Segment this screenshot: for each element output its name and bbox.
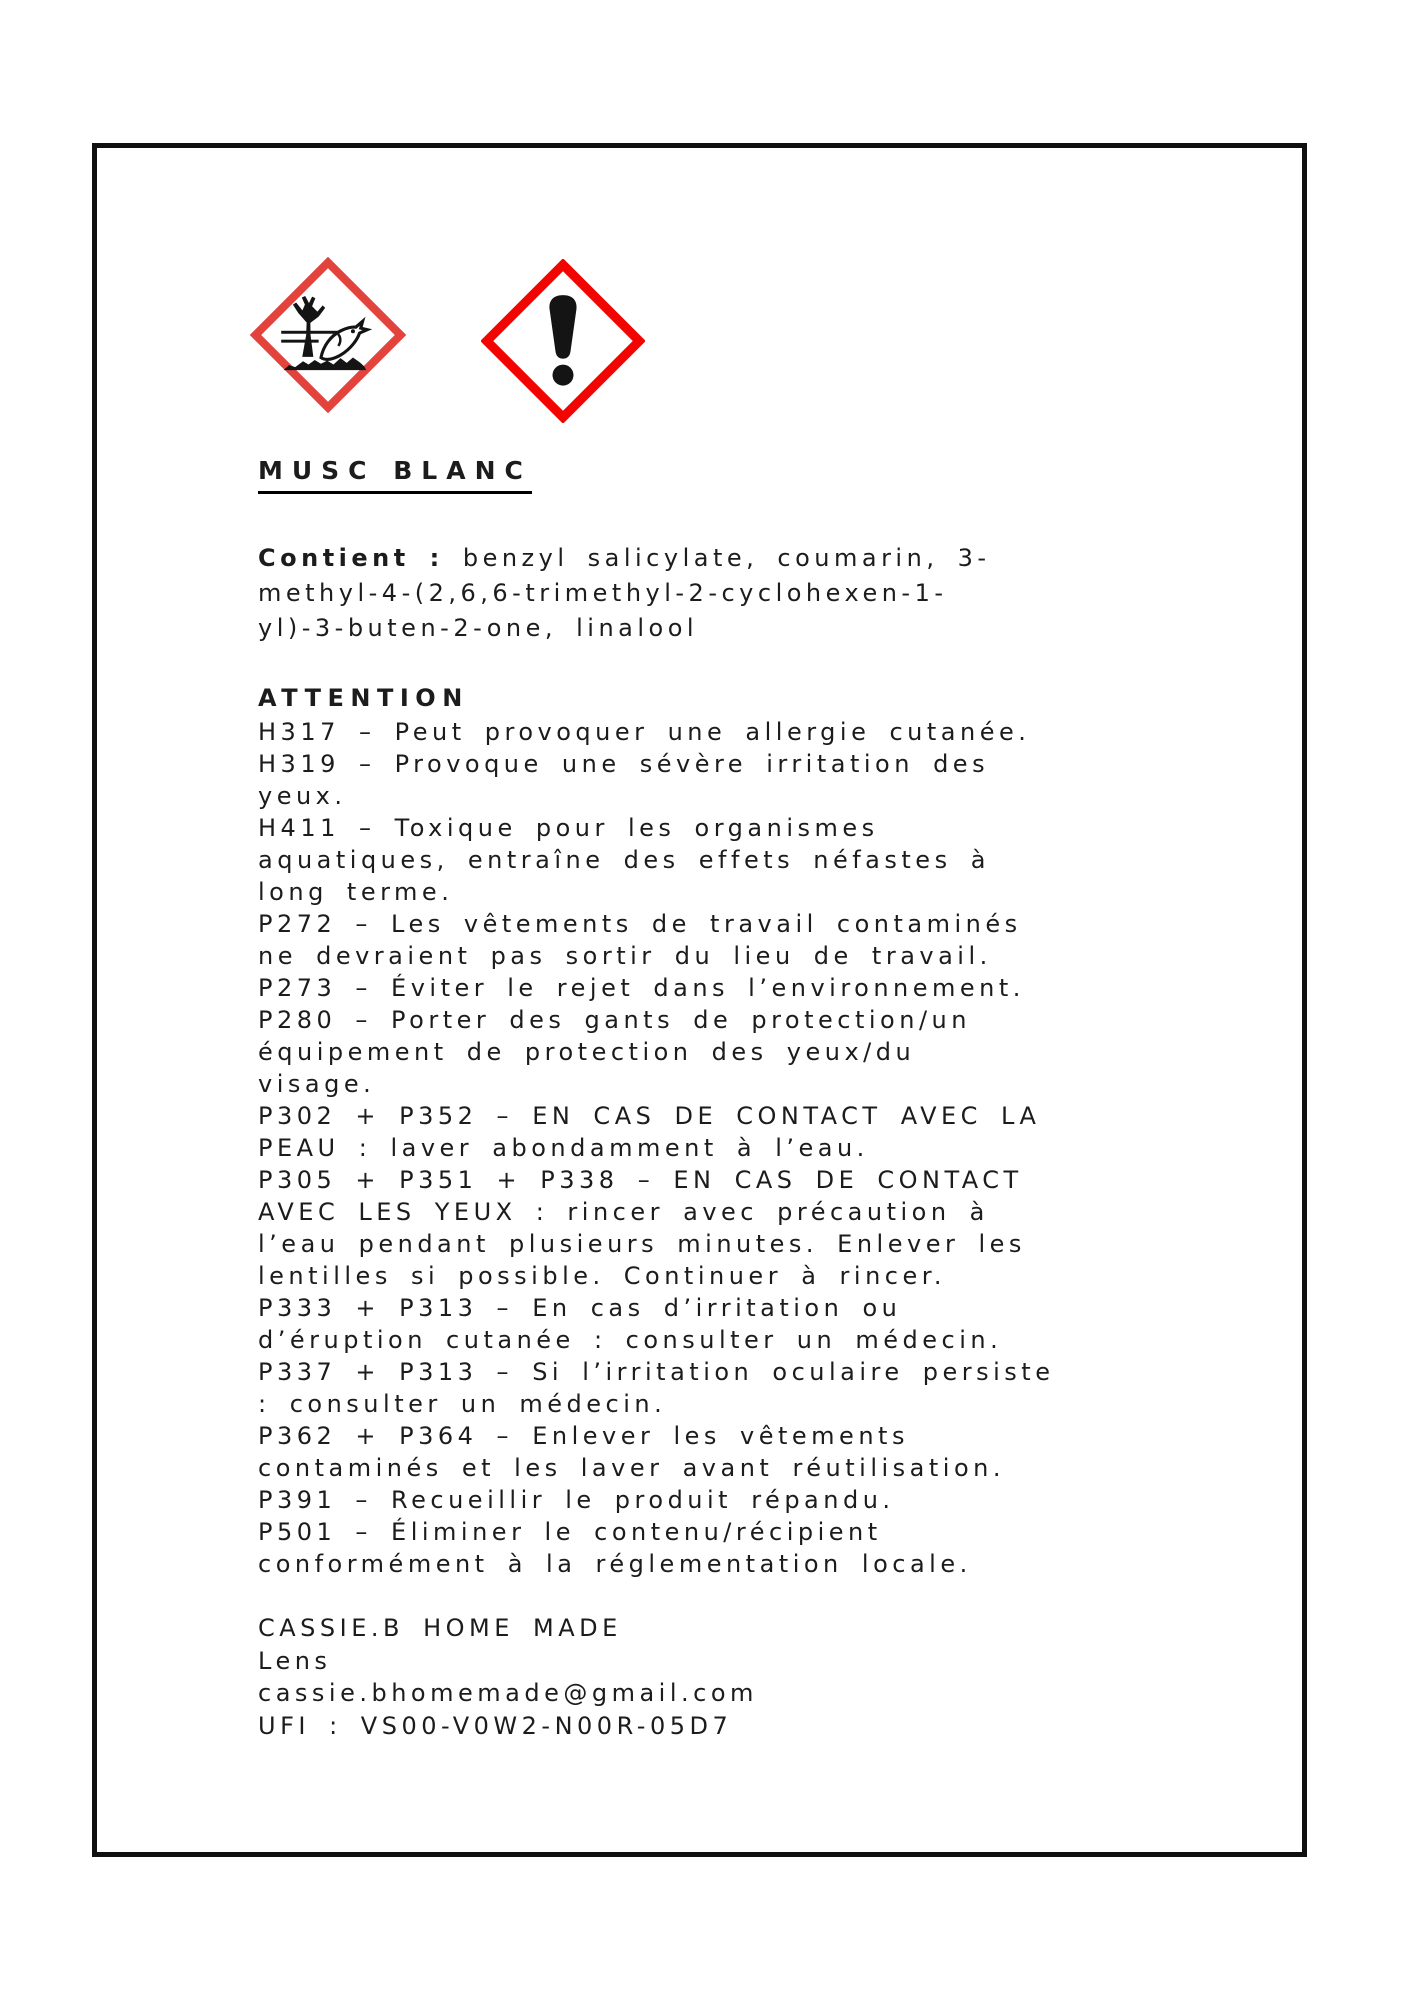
brand-name: CASSIE.B HOME MADE [258,1614,622,1642]
statement-line: contaminés et les laver avant réutilisation. [258,1454,1005,1482]
ingredients-paragraph [258,541,991,646]
statement-line: d’éruption cutanée : consulter un médecin. [258,1326,1003,1354]
ghs07-exclamation-mark-icon [481,259,645,423]
ingredients-line: methyl-4-(2,6,6-trimethyl-2-cyclohexen-1- [258,579,948,607]
statement-line: P272 – Les vêtements de travail contaminés [258,910,1022,938]
manufacturer-block [258,1612,758,1742]
contains-label: Contient : [258,544,444,572]
statement-line: H319 – Provoque une sévère irritation des [258,750,990,778]
statement-line: P333 + P313 – En cas d’irritation ou [258,1294,902,1322]
product-title: MUSC BLANC [258,456,532,494]
environment-diamond-border [255,262,400,407]
statement-line: lentilles si possible. Continuer à rincer. [258,1262,947,1290]
statement-line: P501 – Éliminer le contenu/récipient [258,1518,882,1546]
ingredients-text: benzyl salicylate, coumarin, 3- [462,544,991,572]
statement-line: P302 + P352 – EN CAS DE CONTACT AVEC LA [258,1102,1041,1130]
statement-line: P391 – Recueillir le produit répandu. [258,1486,895,1514]
statement-line: P273 – Éviter le rejet dans l’environnement. [258,974,1025,1002]
statement-line: H411 – Toxique pour les organismes [258,814,879,842]
statement-line: : consulter un médecin. [258,1390,667,1418]
email-address: cassie.bhomemade@gmail.com [258,1679,758,1707]
statement-line: yeux. [258,782,347,810]
statement-line: ne devraient pas sortir du lieu de travail. [258,942,992,970]
statement-line: conformément à la réglementation locale. [258,1550,972,1578]
ingredients-first-line [258,541,991,576]
ingredients-line: yl)-3-buten-2-one, linalool [258,614,699,642]
statement-line: P362 + P364 – Enlever les vêtements [258,1422,909,1450]
ghs09-environment-hazard-icon [250,257,406,413]
statement-line: PEAU : laver abondamment à l’eau. [258,1134,869,1162]
statement-line: équipement de protection des yeux/du [258,1038,916,1066]
statement-line: P305 + P351 + P338 – EN CAS DE CONTACT [258,1166,1023,1194]
ufi-code: UFI : VS00-V0W2-N00R-05D7 [258,1711,733,1740]
city: Lens [258,1646,332,1675]
statement-line: P280 – Porter des gants de protection/un [258,1006,971,1034]
statement-line: P337 + P313 – Si l’irritation oculaire persiste [258,1358,1055,1386]
statement-line: l’eau pendant plusieurs minutes. Enlever les [258,1230,1026,1258]
statement-line: visage. [258,1070,376,1098]
statement-line: H317 – Peut provoquer une allergie cutanée. [258,718,1031,746]
statement-line: long terme. [258,878,454,906]
hazard-statements-block [258,716,1054,1580]
statement-line: AVEC LES YEUX : rincer avec précaution à [258,1198,989,1226]
statement-line: aquatiques, entraîne des effets néfastes à [258,846,990,874]
signal-word: ATTENTION [258,684,469,712]
